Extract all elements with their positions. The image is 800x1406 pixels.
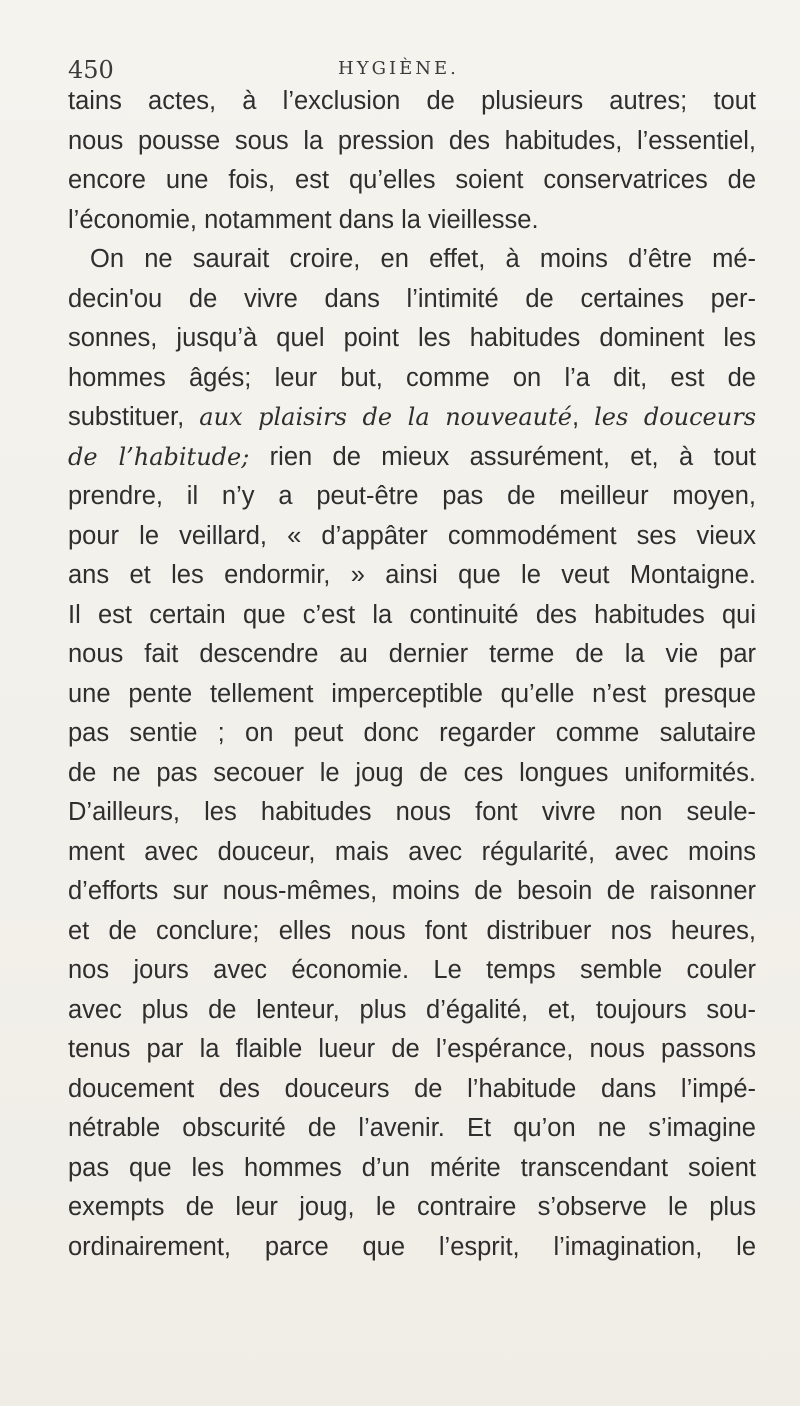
text-line: ans et les endormir, » ainsi que le veut Montaigne. — [68, 561, 756, 589]
text-line: nous pousse sous la pression des habitudes, l’essentiel, — [68, 126, 756, 155]
text-line: On ne saurait croire, en effet, à moins d’être mé- — [90, 245, 756, 273]
text-line: pas sentie ; on peut donc regarder comme salutaire — [68, 719, 756, 747]
text-line: et de conclure; elles nous font distribuer nos heures, — [68, 916, 756, 945]
text-line: l’économie, notamment dans la vieillesse. — [68, 205, 539, 234]
text-line: pas que les hommes d’un mérite transcendant soient — [68, 1153, 756, 1182]
text-line: tenus par la flaible lueur de l’espérance, nous passons — [68, 1035, 756, 1063]
text-line: de ne pas secouer le joug de ces longues uniformités. — [68, 758, 756, 787]
page-number: 450 — [68, 56, 114, 84]
text-line: nos jours avec économie. Le temps semble couler — [68, 956, 756, 984]
italic-phrase: de l’habitude; — [68, 442, 250, 471]
text-line: prendre, il n’y a peut-être pas de meilleur moyen, — [68, 482, 756, 510]
text-line — [68, 438, 756, 478]
text-line: D’ailleurs, les habitudes nous font vivre non seule- — [68, 798, 756, 826]
text-line: pour le veillard, « d’appâter commodément ses vieux — [68, 521, 756, 550]
text-line: ordinairement, parce que l’esprit, l’imagination, le — [68, 1232, 756, 1261]
italic-phrase: aux plaisirs de la nouveauté — [199, 403, 572, 431]
text-segment: rien de mieux assurément, et, à tout — [249, 442, 756, 471]
text-line: hommes âgés; leur but, comme on l’a dit, est de — [68, 363, 756, 392]
running-head: HYGIÈNE. — [338, 58, 459, 79]
blank-margin — [0, 1060, 800, 1406]
text-line — [68, 398, 756, 438]
text-line: encore une fois, est qu’elles soient conservatrices de — [68, 166, 756, 194]
text-line: d’efforts sur nous-mêmes, moins de besoin de raisonner — [68, 877, 756, 905]
text-line: avec plus de lenteur, plus d’égalité, et, toujours sou- — [68, 995, 756, 1024]
text-line: doucement des douceurs de l’habitude dans l’impé- — [68, 1074, 756, 1103]
text-line: une pente tellement imperceptible qu’elle n’est presque — [68, 679, 756, 708]
text-line: decin'ou de vivre dans l’intimité de certaines per- — [68, 284, 756, 313]
text-segment: substituer, — [68, 403, 200, 431]
text-line: nous fait descendre au dernier terme de la vie par — [68, 640, 756, 668]
text-line: nétrable obscurité de l’avenir. Et qu’on ne s’imagine — [68, 1114, 756, 1142]
text-line: sonnes, jusqu’à quel point les habitudes dominent les — [68, 324, 756, 352]
text-segment: , — [571, 403, 595, 431]
text-line: exempts de leur joug, le contraire s’observe le plus — [68, 1193, 756, 1221]
italic-phrase: les douceurs — [594, 403, 757, 431]
text-line: ment avec douceur, mais avec régularité, avec moins — [68, 837, 756, 866]
text-line: tains actes, à l’exclusion de plusieurs autres; tout — [68, 87, 756, 115]
text-line: Il est certain que c’est la continuité des habitudes qui — [68, 600, 756, 629]
